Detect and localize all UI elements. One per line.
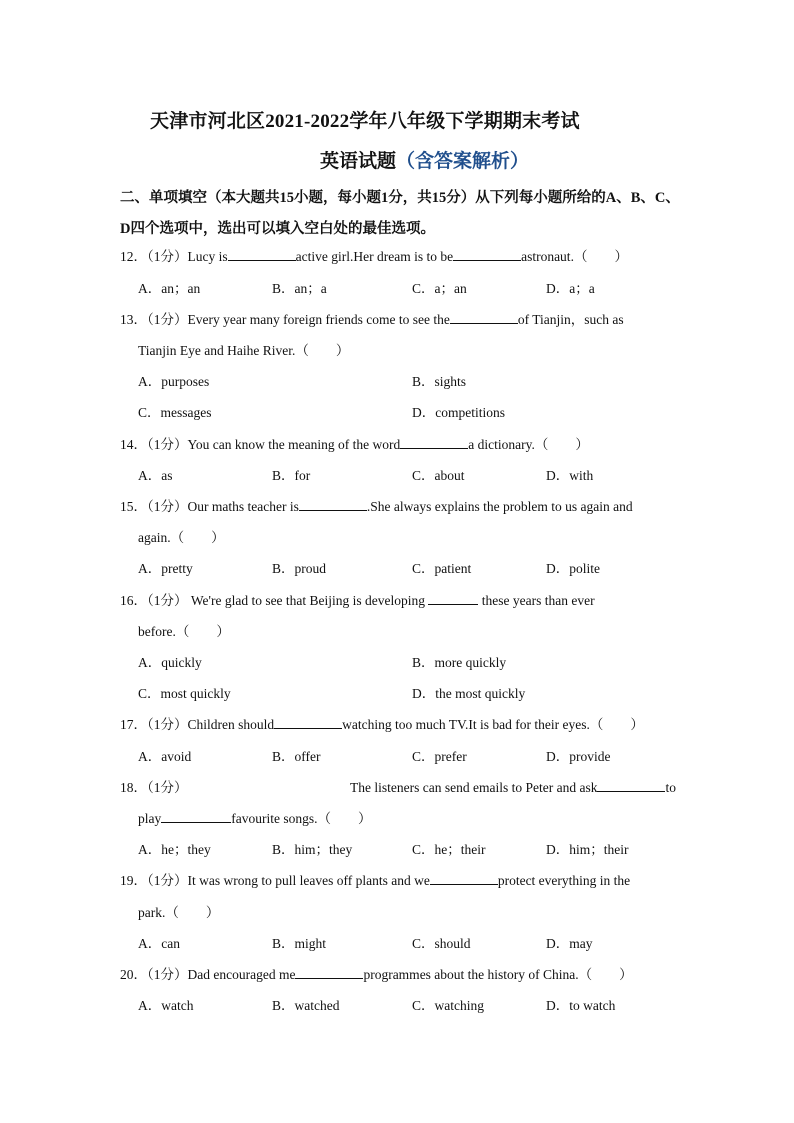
option-a: A．avoid (138, 749, 192, 764)
option-d: D．may (546, 936, 593, 951)
option-a: A．quickly (138, 655, 202, 670)
question-16: 16．（1分） We're glad to see that Beijing is developing these years than ever (120, 593, 595, 608)
option-d: D．with (546, 468, 594, 483)
option-d: D．a；a (546, 281, 595, 296)
answer-blank (597, 779, 665, 792)
option-b: B．him；they (272, 842, 353, 857)
option-c: C．about (412, 468, 465, 483)
option-d: D．to watch (546, 998, 616, 1013)
option-a: A．as (138, 468, 173, 483)
option-c: C．most quickly (138, 686, 231, 701)
option-c: C．he；their (412, 842, 486, 857)
section-heading-line-2: D四个选项中，选出可以填入空白处的最佳选项。 (120, 221, 435, 237)
option-d: D．competitions (412, 405, 505, 420)
question-15-continued: again.（ ） (138, 530, 225, 545)
option-b: B．might (272, 936, 327, 951)
question-13: 13．（1分）Every year many foreign friends come to see the of Tianjin，such as (120, 312, 624, 327)
option-b: B．for (272, 468, 311, 483)
question-15: 15．（1分）Our maths teacher is .She always explains the problem to us again and (120, 499, 633, 514)
answer-blank (400, 436, 468, 449)
subtitle-main: 英语试题 (320, 151, 397, 172)
option-d: D．the most quickly (412, 686, 526, 701)
option-d: D．provide (546, 749, 611, 764)
option-c: C．a；an (412, 281, 467, 296)
option-b: B．sights (412, 374, 467, 389)
option-c: C．messages (138, 405, 212, 420)
answer-blank (274, 716, 342, 729)
answer-blank (453, 248, 521, 261)
question-18: 18．（1分） The listeners can send emails to Peter and ask to (120, 780, 676, 795)
option-d: D．polite (546, 561, 600, 576)
page-title: 天津市河北区2021-2022学年八年级下学期期末考试 (150, 111, 580, 132)
answer-blank (430, 872, 498, 885)
answer-blank (428, 592, 478, 605)
option-b: B．proud (272, 561, 326, 576)
question-12: 12．（1分）Lucy is active girl.Her dream is to be astronaut.（ ） (120, 249, 628, 264)
answer-blank (450, 311, 518, 324)
option-a: A．he；they (138, 842, 211, 857)
question-13-continued: Tianjin Eye and Haihe River.（ ） (138, 343, 350, 358)
answer-blank (299, 498, 367, 511)
question-14: 14．（1分）You can know the meaning of the word a dictionary.（ ） (120, 437, 589, 452)
option-c: C．watching (412, 998, 484, 1013)
option-a: A．an；an (138, 281, 201, 296)
answer-blank (295, 966, 363, 979)
option-a: A．purposes (138, 374, 210, 389)
question-20: 20．（1分）Dad encouraged me programmes about the history of China.（ ） (120, 967, 633, 982)
option-c: C．patient (412, 561, 472, 576)
section-heading-line-1: 二、单项填空（本大题共15小题，每小题1分，共15分）从下列每小题所给的A、B、C、 (120, 190, 680, 206)
option-a: A．can (138, 936, 180, 951)
question-16-continued: before.（ ） (138, 624, 230, 639)
option-b: B．an；a (272, 281, 327, 296)
option-d: D．him；their (546, 842, 629, 857)
page-subtitle (320, 146, 529, 173)
answer-blank (161, 810, 231, 823)
option-b: B．watched (272, 998, 340, 1013)
option-b: B．offer (272, 749, 321, 764)
option-c: C．prefer (412, 749, 467, 764)
answer-blank (228, 248, 296, 261)
option-a: A．watch (138, 998, 194, 1013)
option-a: A．pretty (138, 561, 193, 576)
subtitle-note: （含答案解析） (396, 151, 530, 172)
question-19-continued: park.（ ） (138, 905, 220, 920)
question-17: 17．（1分）Children should watching too much TV.It is bad for their eyes.（ ） (120, 717, 644, 732)
option-c: C．should (412, 936, 471, 951)
question-18-continued: play favourite songs.（ ） (138, 811, 372, 826)
question-19: 19．（1分）It was wrong to pull leaves off plants and we protect everything in the (120, 873, 631, 888)
option-b: B．more quickly (412, 655, 507, 670)
